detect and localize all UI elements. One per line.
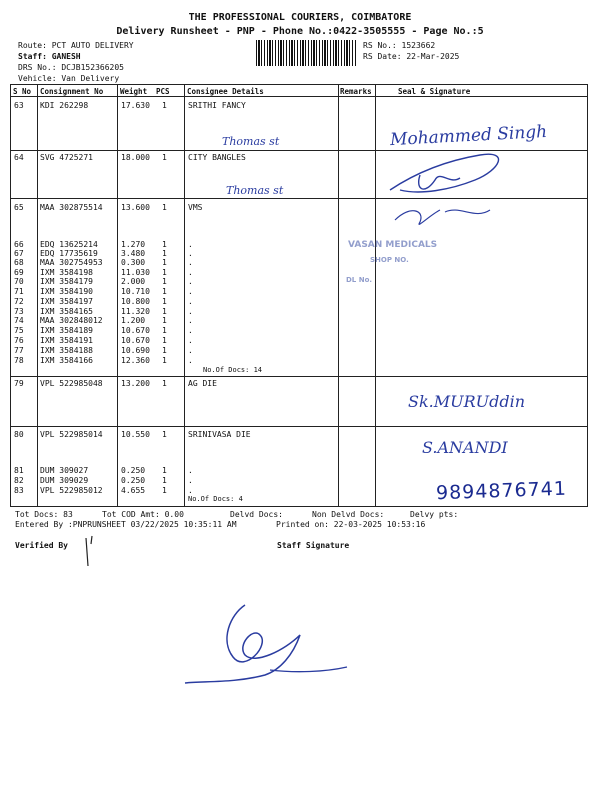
col-divider [184, 84, 185, 506]
pcs-cell: 1 [162, 476, 167, 485]
sno-cell: 78 [14, 356, 24, 365]
delivered-docs: Delvd Docs: [230, 510, 283, 519]
weight-cell: 10.670 [121, 336, 150, 345]
sno-cell: 69 [14, 268, 24, 277]
pcs-cell: 1 [162, 356, 167, 365]
consignment-cell: IXM 3584166 [40, 356, 93, 365]
consignee-cell: . [188, 268, 193, 277]
sno-cell: 81 [14, 466, 24, 475]
pcs-cell: 1 [162, 268, 167, 277]
staff-signature-label: Staff Signature [277, 541, 350, 550]
col-header-consignment: Consignment No [40, 87, 104, 96]
sno-cell: 83 [14, 486, 24, 495]
sno-cell: 72 [14, 297, 24, 306]
consignee-cell: . [188, 307, 193, 316]
no-of-docs: No.Of Docs: 14 [203, 366, 263, 374]
pcs-cell: 1 [162, 287, 167, 296]
verified-tick-mark [80, 532, 100, 572]
weight-cell: 11.030 [121, 268, 150, 277]
consignee-cell: . [188, 240, 193, 249]
pcs-cell: 1 [162, 379, 167, 388]
handwritten-signature: Mohammed Singh [389, 121, 548, 151]
table-bottom-border [10, 506, 588, 507]
non-delivered-docs: Non Delvd Docs: [312, 510, 385, 519]
row-divider [10, 426, 588, 427]
consignment-cell: IXM 3584188 [40, 346, 93, 355]
weight-cell: 11.320 [121, 307, 150, 316]
consignment-cell: IXM 3584191 [40, 336, 93, 345]
verifier-signature [175, 595, 365, 695]
weight-cell: 18.000 [121, 153, 150, 162]
sno-cell: 63 [14, 101, 24, 110]
handwritten-phone-number: 9894876741 [435, 477, 568, 505]
consignee-cell: . [188, 356, 193, 365]
col-header-pcs: PCS [156, 87, 170, 96]
col-header-weight: Weight [120, 87, 148, 96]
consignee-cell: . [188, 336, 193, 345]
pcs-cell: 1 [162, 316, 167, 325]
sno-cell: 70 [14, 277, 24, 286]
consignment-cell: MAA 302848012 [40, 316, 103, 325]
consignee-cell: . [188, 466, 193, 475]
table-header-border [10, 96, 588, 97]
consignee-cell: . [188, 476, 193, 485]
col-divider [375, 84, 376, 506]
company-title: THE PROFESSIONAL COURIERS, COIMBATORE [188, 12, 412, 23]
pcs-cell: 1 [162, 326, 167, 335]
sno-cell: 74 [14, 316, 24, 325]
sno-cell: 75 [14, 326, 24, 335]
pcs-cell: 1 [162, 466, 167, 475]
weight-cell: 10.670 [121, 326, 150, 335]
weight-cell: 10.710 [121, 287, 150, 296]
pcs-cell: 1 [162, 258, 167, 267]
printed-on: Printed on: 22-03-2025 10:53:16 [276, 520, 426, 529]
weight-cell: 10.800 [121, 297, 150, 306]
sno-cell: 65 [14, 203, 24, 212]
consignee-cell: . [188, 486, 193, 495]
consignee-cell: VMS [188, 203, 203, 212]
no-of-docs: No.Of Docs: 4 [188, 495, 243, 503]
stamp-line: DL No. [346, 276, 373, 284]
col-divider [587, 84, 588, 506]
col-divider [10, 84, 11, 506]
pcs-cell: 1 [162, 486, 167, 495]
route-label: Route: PCT AUTO DELIVERY [18, 41, 134, 50]
consignment-cell: VPL 522985048 [40, 379, 103, 388]
consignment-cell: VPL 522985012 [40, 486, 103, 495]
consignee-cell: . [188, 249, 193, 258]
drs-label: DRS No.: DCJB152366205 [18, 63, 124, 72]
sno-cell: 73 [14, 307, 24, 316]
pcs-cell: 1 [162, 346, 167, 355]
rs-number: RS No.: 1523662 [363, 41, 436, 50]
handwritten-signature: S.ANANDI [422, 438, 508, 457]
consignment-cell: MAA 302754953 [40, 258, 103, 267]
weight-cell: 17.630 [121, 101, 150, 110]
weight-cell: 4.655 [121, 486, 146, 495]
sno-cell: 71 [14, 287, 24, 296]
consignment-cell: DUM 309027 [40, 466, 89, 475]
entered-by: Entered By :PNPRUNSHEET 03/22/2025 10:35:11 AM [15, 520, 237, 529]
consignment-cell: IXM 3584190 [40, 287, 93, 296]
weight-cell: 13.600 [121, 203, 150, 212]
delivery-points: Delvy pts: [410, 510, 459, 519]
runsheet-subtitle: Delivery Runsheet - PNP - Phone No.:0422-3505555 - Page No.:5 [116, 26, 484, 37]
pcs-cell: 1 [162, 203, 167, 212]
pcs-cell: 1 [162, 240, 167, 249]
row-divider [10, 376, 588, 377]
consignment-cell: DUM 309029 [40, 476, 89, 485]
table-top-border [10, 84, 588, 85]
consignment-cell: IXM 3584189 [40, 326, 93, 335]
col-header-seal-signature: Seal & Signature [398, 87, 471, 96]
barcode [256, 40, 356, 66]
consignment-cell: IXM 3584197 [40, 297, 93, 306]
consignee-cell: SRITHI FANCY [188, 101, 246, 110]
consignment-cell: IXM 3584198 [40, 268, 93, 277]
col-header-consignee: Consignee Details [187, 87, 264, 96]
sno-cell: 77 [14, 346, 24, 355]
col-divider [37, 84, 38, 506]
col-header-sno: S No [13, 87, 32, 96]
sno-cell: 76 [14, 336, 24, 345]
consignment-cell: SVG 4725271 [40, 153, 93, 162]
weight-cell: 1.200 [121, 316, 146, 325]
weight-cell: 2.000 [121, 277, 146, 286]
weight-cell: 1.270 [121, 240, 146, 249]
pcs-cell: 1 [162, 297, 167, 306]
sno-cell: 64 [14, 153, 24, 162]
weight-cell: 12.360 [121, 356, 150, 365]
weight-cell: 13.200 [121, 379, 150, 388]
consignee-cell: . [188, 316, 193, 325]
sno-cell: 67 [14, 249, 24, 258]
weight-cell: 0.300 [121, 258, 146, 267]
consignment-cell: KDI 262298 [40, 101, 89, 110]
verified-by-label: Verified By [15, 541, 68, 550]
sno-cell: 79 [14, 379, 24, 388]
pcs-cell: 1 [162, 249, 167, 258]
consignment-cell: VPL 522985014 [40, 430, 103, 439]
weight-cell: 0.250 [121, 466, 146, 475]
consignee-cell: . [188, 346, 193, 355]
pcs-cell: 1 [162, 307, 167, 316]
staff-label: Staff: GANESH [18, 52, 81, 61]
consignment-cell: IXM 3584179 [40, 277, 93, 286]
weight-cell: 3.480 [121, 249, 146, 258]
pcs-cell: 1 [162, 336, 167, 345]
consignee-cell: . [188, 258, 193, 267]
consignee-cell: CITY BANGLES [188, 153, 246, 162]
stamp-line: SHOP NO. [370, 256, 409, 264]
consignee-cell: . [188, 277, 193, 286]
consignment-cell: IXM 3584165 [40, 307, 93, 316]
consignee-cell: AG DIE [188, 379, 217, 388]
consignment-cell: EDQ 13625214 [40, 240, 98, 249]
sno-cell: 80 [14, 430, 24, 439]
total-docs: Tot Docs: 83 [15, 510, 73, 519]
pcs-cell: 1 [162, 430, 167, 439]
handwritten-note: Thomas st [226, 184, 284, 197]
pcs-cell: 1 [162, 153, 167, 162]
sno-cell: 82 [14, 476, 24, 485]
pcs-cell: 1 [162, 101, 167, 110]
total-cod: Tot COD Amt: 0.00 [102, 510, 184, 519]
weight-cell: 10.690 [121, 346, 150, 355]
handwritten-note: Thomas st [222, 135, 280, 148]
col-divider [338, 84, 339, 506]
col-divider [117, 84, 118, 506]
consignee-cell: SRINIVASA DIE [188, 430, 251, 439]
consignment-cell: MAA 302875514 [40, 203, 103, 212]
consignee-cell: . [188, 287, 193, 296]
sno-cell: 66 [14, 240, 24, 249]
weight-cell: 0.250 [121, 476, 146, 485]
consignee-cell: . [188, 326, 193, 335]
consignee-cell: . [188, 297, 193, 306]
col-header-remarks: Remarks [340, 87, 372, 96]
stamp-line: VASAN MEDICALS [348, 240, 438, 250]
weight-cell: 10.550 [121, 430, 150, 439]
handwritten-signature: Sk.MURUddin [408, 392, 526, 411]
vehicle-label: Vehicle: Van Delivery [18, 74, 120, 83]
sno-cell: 68 [14, 258, 24, 267]
consignment-cell: EDQ 17735619 [40, 249, 98, 258]
pcs-cell: 1 [162, 277, 167, 286]
rs-date: RS Date: 22-Mar-2025 [363, 52, 460, 61]
